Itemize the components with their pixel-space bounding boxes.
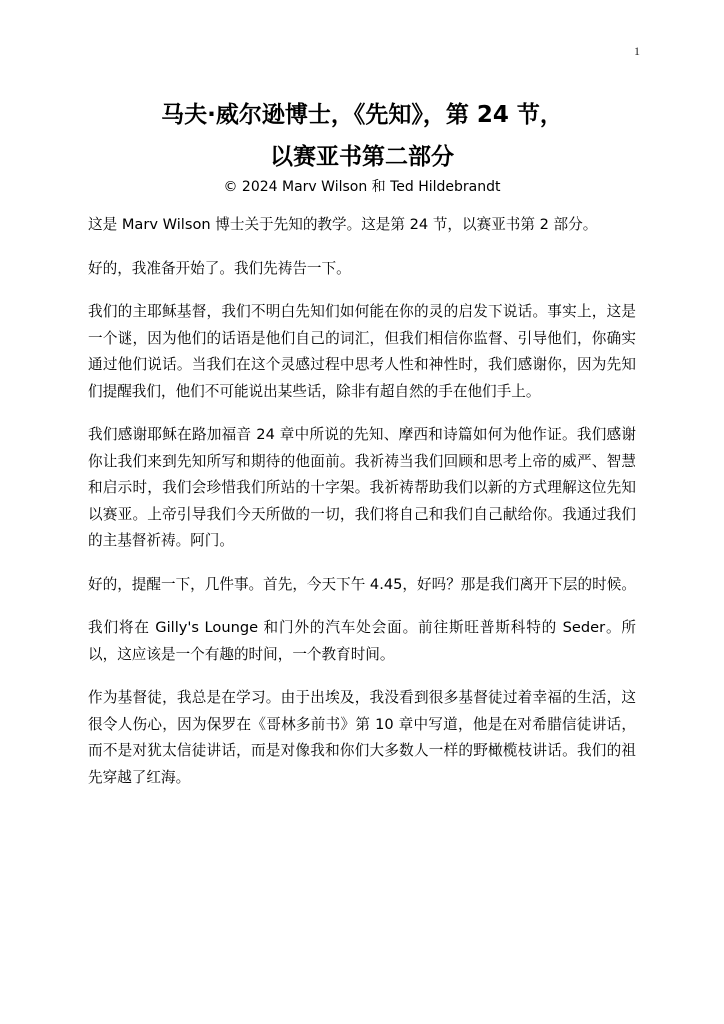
document-title-line-1: 马夫·威尔逊博士，《先知》，第 24 节， — [161, 102, 563, 128]
paragraph-3: 我们的主耶稣基督，我们不明白先知们如何能在你的灵的启发下说话。事实上，这是一个谜，因为他们的话语是他们自己的词汇，但我们相信你监督、引导他们，你确实通过他们说话。当我们在这个灵感过程中思考人性和神性时，我们感谢你，因为先知们提醒我们，他们不可能说出某些话，除非有超自然的手在他们手上。 — [88, 303, 636, 400]
paragraph-2: 好的，我准备开始了。我们先祷告一下。 — [88, 259, 351, 277]
paragraph-7: 作为基督徒，我总是在学习。由于出埃及，我没看到很多基督徒过着幸福的生活，这很令人伤心，因为保罗在《哥林多前书》第 10 章中写道，他是在对希腊信徒讲话，而不是对犹太信徒讲话，而是对像我和你们大多数人一样的野橄榄枝讲话。我们的祖先穿越了红海。 — [88, 689, 636, 786]
paragraph-6: 我们将在 Gilly's Lounge 和门外的汽车处会面。前往斯旺普斯科特的 Seder。所以，这应该是一个有趣的时间，一个教育时间。 — [88, 619, 636, 663]
copyright-line: © 2024 Marv Wilson 和 Ted Hildebrandt — [223, 179, 501, 195]
paragraph-4: 我们感谢耶稣在路加福音 24 章中所说的先知、摩西和诗篇如何为他作证。我们感谢你让我们来到先知所写和期待的他面前。我祈祷当我们回顾和思考上帝的威严、智慧和启示时，我们会珍惜我们所站的十字架。我祈祷帮助我们以新的方式理解这位先知以赛亚。上帝引导我们今天所做的一切，我们将自己和我们自己献给你。我通过我们的主基督祈祷。阿门。 — [88, 426, 636, 549]
paragraph-1: 这是 Marv Wilson 博士关于先知的教学。这是第 24 节，以赛亚书第 2 部分。 — [88, 216, 598, 233]
document-body — [88, 212, 636, 808]
document-title-line-2: 以赛亚书第二部分 — [270, 144, 454, 170]
paragraph-5: 好的，提醒一下，几件事。首先，今天下午 4.45，好吗？那是我们离开下层的时候。 — [88, 575, 636, 593]
page-number: 1 — [634, 44, 640, 58]
